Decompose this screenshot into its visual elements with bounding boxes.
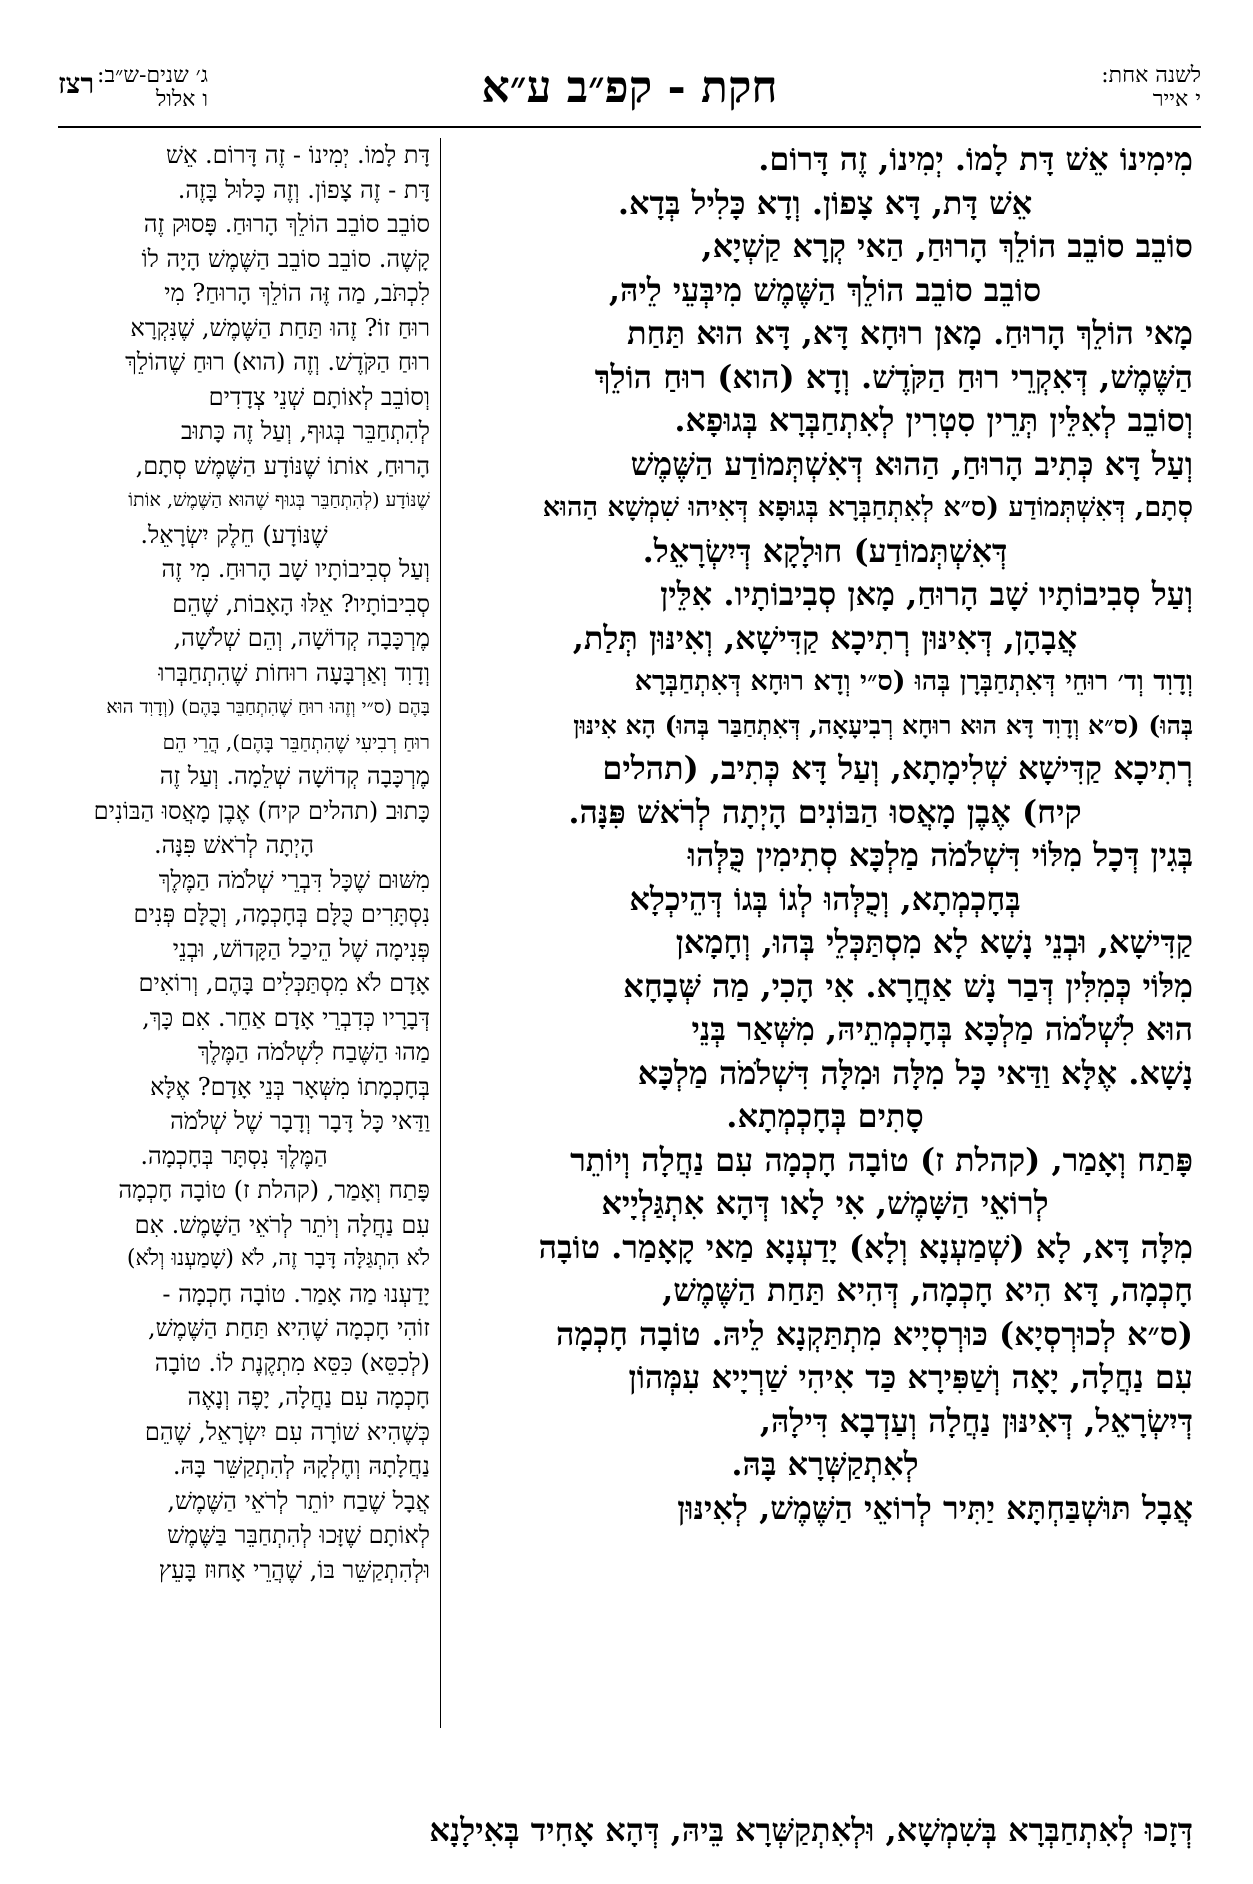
- main-line: (ס״א לְכוּרְסְיָא) כּוּרְסְיָיא מִתְתַּקְנָא לֵיהּ. טוֹבָה חָכְמָה: [555, 1314, 1193, 1353]
- side-line: לִכְתֹּב, מַה זֶּה הוֹלֵךְ הָרוּחַ? מִי: [164, 279, 430, 307]
- side-line: וְסוֹבֵב לְאוֹתָם שְׁנֵי צְדָדִים: [208, 382, 430, 411]
- side-line: מֶרְכָּבָה קְדוֹשָׁה שְׁלֵמָה. וְעַל זֶה: [159, 762, 430, 790]
- side-line: כְּשֶׁהִיא שׁוֹרָה עִם יִשְׂרָאֵל, שֶׁהֵם: [144, 1417, 430, 1446]
- main-line: מִלָּה דָּא, לָא (שְׁמַעְנָא וְלָא) יָדַעְנָא מַאי קָאָמַר. טוֹבָה: [538, 1227, 1193, 1266]
- side-line: דְּבָרָיו כְּדִבְרֵי אָדָם אַחֵר. אִם כָּךְ,: [142, 1003, 430, 1032]
- main-line: נָשָׁא. אֶלָּא וַדַּאי כָּל מִלָּה וּמִלָּה דִּשְׁלֹמֹה מַלְכָּא: [637, 1053, 1193, 1092]
- side-line: רוּחַ הַקֹּדֶשׁ. וְזֶה (הוא) רוּחַ שֶׁהוֹלֵךְ: [125, 348, 430, 376]
- header-divider: [58, 126, 1201, 128]
- translation-column: [38, 138, 430, 1738]
- main-line: פָּתַח וְאָמַר, (קהלת ז) טוֹבָה חָכְמָה עִם נַחֲלָה וְיוֹתֵר: [570, 1140, 1193, 1179]
- side-line: הַמֶּלֶךְ נִסְתָּר בְּחָכְמָה.: [140, 1141, 328, 1170]
- side-line: פָּתַח וְאָמַר, (קהלת ז) טוֹבָה חָכְמָה: [118, 1176, 430, 1204]
- side-line: רוּחַ רְבִיעִי שֶׁהִתְחַבֵּר בָּהֶם), הֲרֵי הֵם: [162, 729, 430, 754]
- side-line: אֲבָל שֶׁבַח יוֹתֵר לְרֹאֵי הַשֶּׁמֶשׁ,: [167, 1486, 430, 1515]
- side-line: לֹא הִתְגַּלָּה דָּבָר זֶה, לֹא (שָׁמַעְנוּ וְלֹא): [126, 1246, 430, 1271]
- side-line: הָרוּחַ, אוֹתוֹ שֶׁנּוֹדָע הַשֶּׁמֶשׁ סְתָם,: [135, 451, 430, 480]
- right-date-line-1: לשנה אחת:: [1101, 63, 1201, 88]
- side-line: קָשֶׁה. סוֹבֵב סוֹבֵב הַשֶּׁמֶשׁ הָיָה לוֹ: [141, 244, 430, 273]
- footer-text-line: דְּזָכוּ לְאִתְחַבְּרָא בְּשִׁמְשָׁא, וּלְאִתְקַשְּׁרָא בֵּיהּ, דְּהָא אָחִיד בְּאִילָנָא: [429, 1811, 1193, 1849]
- side-line: לְאוֹתָם שֶׁזָּכוּ לְהִתְחַבֵּר בַּשֶּׁמֶשׁ: [167, 1521, 430, 1549]
- side-line: יָדַעְנוּ מַה אָמַר. טוֹבָה חָכְמָה -: [162, 1279, 430, 1308]
- main-line: דְּאִשְׁתְּמוֹדַע) חוּלָקָא דְּיִשְׂרָאֵל.: [642, 531, 1008, 570]
- side-line: וְעַל סְבִיבוֹתָיו שָׁב הָרוּחַ. מִי זֶה: [161, 555, 430, 583]
- side-line: סְבִיבוֹתָיו? אֵלּוּ הָאָבוֹת, שֶׁהֵם: [172, 589, 430, 618]
- side-line: מֶרְכָּבָה קְדוֹשָׁה, וְהֵם שְׁלֹשָׁה,: [173, 624, 430, 652]
- side-line: לְהִתְחַבֵּר בְּגוּף, וְעַל זֶה כָּתוּב: [181, 417, 430, 445]
- side-line: שֶׁנּוֹדָע (לְהִתְחַבֵּר בְּגוּף שֶׁהוּא הַשֶּׁמֶשׁ, אוֹתוֹ: [128, 489, 430, 511]
- main-line: רְתִיכָא קַדִּישָׁא שְׁלִימָתָא, וְעַל דָּא כְּתִיב, (תהלים: [602, 749, 1193, 787]
- side-line: דָּת לָמוֹ. יְמִינוֹ - זֶה דָּרוֹם. אֵשׁ: [165, 141, 430, 169]
- side-line: וַדַּאי כָּל דָּבָר וְדָבָר שֶׁל שְׁלֹמֹה: [170, 1107, 430, 1135]
- main-line: סוֹבֵב סוֹבֵב הוֹלֵךְ הָרוּחַ, הַאי קְרָא קַשְׁיָא,: [701, 227, 1193, 265]
- side-line: מִשּׁוּם שֶׁכָּל דִּבְרֵי שְׁלֹמֹה הַמֶּלֶךְ: [158, 865, 430, 894]
- side-line: שֶׁנּוֹדָע) חֵלֶק יִשְׂרָאֵל.: [140, 520, 328, 549]
- left-date-line-2: ו אלול: [155, 87, 208, 112]
- left-date-line-1: ג׳ שנים-ש״ב:: [97, 63, 208, 88]
- main-line: בְּגִין דְּכָל מִלּוֹי דִּשְׁלֹמֹה מַלְכָּא סְתִימִין כֻּלְּהוּ: [687, 836, 1193, 874]
- side-line: נִסְתָּרִים כֻּלָּם בְּחָכְמָה, וְכֻלָּם פְּנִים: [133, 900, 430, 928]
- side-line: דָּת - זֶה צָפוֹן. וְזֶה כָּלוּל בָּזֶה.: [177, 175, 430, 204]
- main-line: חָכְמָה, דָּא הִיא חָכְמָה, דְּהִיא תַּחַת הַשֶּׁמֶשׁ,: [662, 1271, 1193, 1309]
- left-dates: [97, 64, 208, 112]
- main-line: הוּא לִשְׁלֹמֹה מַלְכָּא בְּחָכְמְתֵיהּ, מִשְּׁאַר בְּנֵי: [691, 1010, 1193, 1048]
- page-title: חקת - קפ״ב ע״א: [481, 62, 778, 113]
- main-line: מָאי הוֹלֵךְ הָרוּחַ. מָאן רוּחָא דָּא, דָּא הוּא תַּחַת: [627, 314, 1193, 352]
- main-line: קַדִּישָׁא, וּבְנֵי נָשָׁא לָא מִסְתַּכְּלֵי בְּהוּ, וְחָמָאן: [675, 923, 1193, 961]
- side-line: זוֹהִי חָכְמָה שֶׁהִיא תַּחַת הַשֶּׁמֶשׁ,: [147, 1314, 430, 1342]
- main-line: מִימִינוֹ אֵשׁ דָּת לָמוֹ. יְמִינוֹ, זֶה דָּרוֹם.: [758, 140, 1193, 178]
- side-line: נַחֲלָתָהּ וְחֶלְקָהּ לְהִתְקַשֵּׁר בָּהּ.: [172, 1452, 430, 1480]
- main-line: וְעַל סְבִיבוֹתָיו שָׁב הָרוּחַ, מָאן סְבִיבוֹתָיו. אִלֵּין: [660, 575, 1193, 613]
- main-line: קיח) אֶבֶן מָאֲסוּ הַבּוֹנִים הָיְתָה לְרֹאשׁ פִּנָּה.: [568, 792, 1082, 831]
- main-line: אֲבָהָן, דְּאִינּוּן רְתִיכָא קַדִּישָׁא, וְאִינּוּן תְּלַת,: [572, 618, 1078, 657]
- side-line: בָּהֶם (ס״י וְזֶהוּ רוּחַ שֶׁהִתְחַבֵּר בָּהֶם) (וְדָוִד הוּא: [106, 696, 430, 718]
- main-line: בְּהוּ) (ס״א וְדָוִד דָּא הוּא רוּחָא רְבִיעָאָה, דְּאִתְחַבַּר בְּהוּ) הָא אִינּוּן: [573, 710, 1193, 740]
- side-line: וְדָוִד וְאַרְבָּעָה רוּחוֹת שֶׁהִתְחַבְּרוּ: [158, 658, 430, 687]
- main-line: לְאִתְקַשְּׁרָא בָּהּ.: [731, 1445, 919, 1483]
- main-line: מִלּוֹי כְּמִלִּין דְּבַר נָשׁ אַחֲרָא. אִי הָכִי, מַה שְּׁבָחָא: [623, 966, 1193, 1005]
- right-date-line-2: י אייר: [1152, 87, 1201, 112]
- main-line: עִם נַחֲלָה, יָאָה וְשַׁפִּירָא כַּד אִיהִי שַׁרְיָיא עִמְּהוֹן: [628, 1358, 1193, 1396]
- main-line: בְּחָכְמְתָא, וְכֻלְּהוּ לְגוֹ בְּגוֹ דְּהֵיכְלָא: [629, 879, 1021, 918]
- main-line: הַשֶּׁמֶשׁ, דְּאִקְרֵי רוּחַ הַקֹּדֶשׁ. וְדָא (הוא) רוּחַ הוֹלֵךְ: [594, 357, 1193, 396]
- side-line: וּלְהִתְקַשֵּׁר בּוֹ, שֶׁהֲרֵי אָחוּז בָּעֵץ: [158, 1555, 430, 1584]
- main-line: סָתִים בְּחָכְמְתָא.: [726, 1097, 924, 1135]
- main-line: סְתָם, דְּאִשְׁתְּמוֹדַע (ס״א לְאִתְחַבְּרָא בְּגוּפָא דְּאִיהוּ שִׁמְשָׁא הַהוּא: [542, 492, 1193, 523]
- main-line: לְרוֹאֵי הַשָּׁמֶשׁ, אִי לָאו דְּהָא אִתְגַּלְיָיא: [601, 1184, 1049, 1222]
- main-line: אֵשׁ דָּת, דָּא צָפוֹן. וְדָא כָּלִיל בְּדָא.: [617, 183, 1033, 222]
- main-line: וְדָוִד וְד׳ רוּחֵי דְּאִתְחַבְּרָן בְּהוּ (ס״י וְדָא רוּחָא דְּאִתְחַבְּרָא: [634, 666, 1193, 697]
- side-line: פְּנִימָה שֶׁל הֵיכַל הַקָּדוֹשׁ, וּבְנֵי: [172, 934, 430, 963]
- side-line: (לְכִסֵּא) כִּסֵּא מִתְקֶנֶת לוֹ. טוֹבָה: [154, 1348, 430, 1377]
- main-text-column: [457, 138, 1193, 1798]
- main-line: סוֹבֵב סוֹבֵב הוֹלֵךְ הַשֶּׁמֶשׁ מִיבְּעֵי לֵיהּ,: [608, 270, 1042, 309]
- side-line: עִם נַחֲלָה וְיֹתֵר לְרֹאֵי הַשָּׁמֶשׁ. אִם: [134, 1210, 430, 1239]
- main-line: אֲבָל תּוּשְׁבַּחְתָּא יַתִּיר לְרוֹאֵי הַשֶּׁמֶשׁ, לְאִינּוּן: [677, 1488, 1193, 1527]
- side-line: סוֹבֵב סוֹבֵב הוֹלֵךְ הָרוּחַ. פָּסוּק זֶה: [143, 210, 430, 238]
- main-line: וְעַל דָּא כְּתִיב הָרוּחַ, הַהוּא דְּאִשְׁתְּמוֹדַע הַשֶּׁמֶשׁ: [630, 444, 1193, 483]
- side-line: חָכְמָה עִם נַחֲלָה, יָפֶה וְנָאֶה: [187, 1383, 430, 1411]
- side-line: הָיְתָה לְרֹאשׁ פִּנָּה.: [153, 831, 315, 859]
- side-line: אָדָם לֹא מִסְתַּכְּלִים בָּהֶם, וְרוֹאִים: [138, 969, 430, 997]
- side-line: בְּחָכְמָתוֹ מִשְּׁאָר בְּנֵי אָדָם? אֶלָּא: [150, 1072, 430, 1101]
- side-line: מַהוּ הַשֶּׁבַח לִשְׁלֹמֹה הַמֶּלֶךְ: [197, 1038, 430, 1066]
- main-line: דְּיִשְׂרָאֵל, דְּאִינּוּן נַחֲלָה וְעַדְבָא דִּילָהּ,: [759, 1401, 1193, 1440]
- main-line: וְסוֹבֵב לְאִלֵּין תְּרֵין סִטְרִין לְאִתְחַבְּרָא בְּגוּפָא.: [674, 401, 1193, 439]
- page-number: רצז: [58, 67, 95, 100]
- side-line: רוּחַ זוֹ? זֶהוּ תַּחַת הַשֶּׁמֶשׁ, שֶׁנִּקְרָא: [130, 313, 430, 342]
- column-divider: [440, 138, 441, 1728]
- page-header: [58, 58, 1201, 130]
- side-line: כָּתוּב (תהלים קיח) אֶבֶן מָאֲסוּ הַבּוֹנִים: [93, 796, 430, 825]
